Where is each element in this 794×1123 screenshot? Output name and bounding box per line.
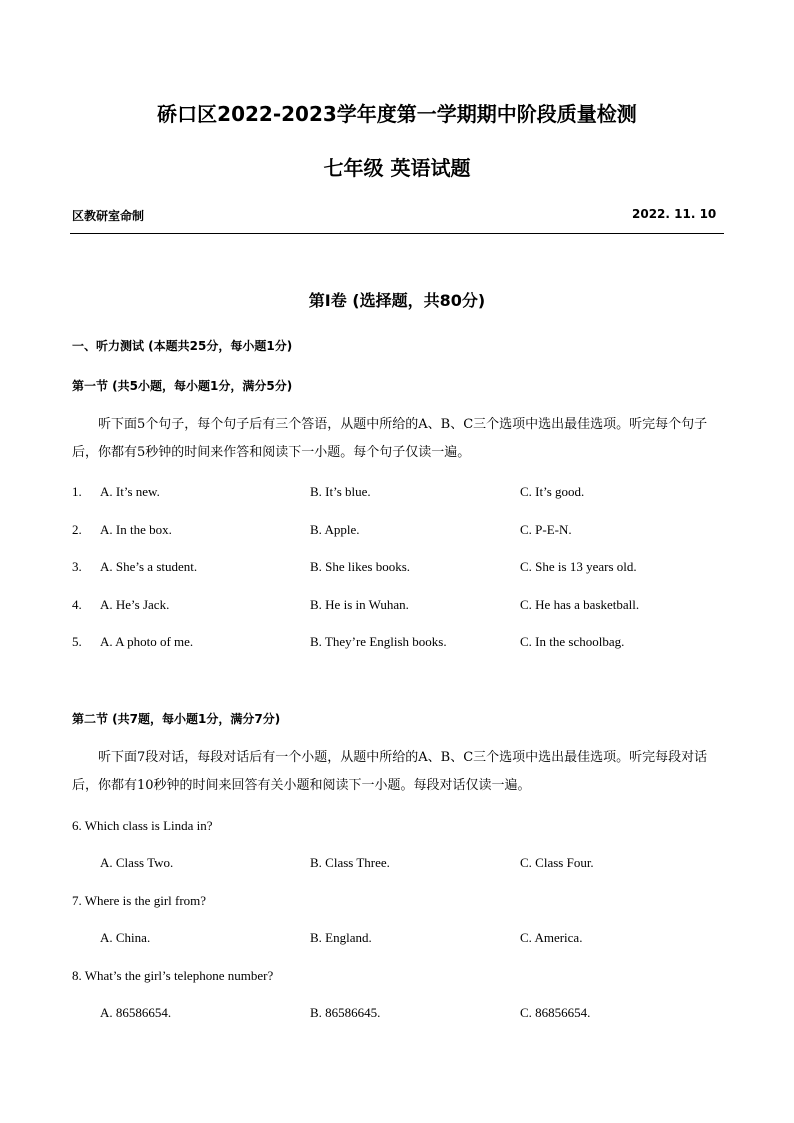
section2-heading: 第二节 (共7题，每小题1分，满分7分)	[72, 712, 281, 726]
option-c: C. America.	[520, 930, 583, 945]
question-number: 1.	[72, 484, 82, 499]
exam-title: 硚口区2022-2023学年度第一学期期中阶段质量检测	[157, 102, 637, 126]
section1-instruction: 听下面5个句子，每个句子后有三个答语，从题中所给的A、B、C三个选项中选出最佳选项。听完每个句子后，你都有5秒钟的时间来作答和阅读下一小题。每个句子仅读一遍。	[72, 417, 708, 460]
question-text: 7. Where is the girl from?	[72, 893, 207, 908]
section2-instruction: 听下面7段对话，每段对话后有一个小题，从题中所给的A、B、C三个选项中选出最佳选项。听完每段对话后，你都有10秒钟的时间来回答有关小题和阅读下一小题。每段对话仅读一遍。	[72, 750, 708, 793]
option-a: A. In the box.	[100, 522, 172, 537]
option-c: C. Class Four.	[520, 855, 594, 870]
option-b: B. 86586645.	[310, 1005, 381, 1020]
header-divider	[70, 233, 724, 234]
question-number: 5.	[72, 634, 82, 649]
option-b: B. He is in Wuhan.	[310, 597, 409, 612]
option-b: B. Apple.	[310, 522, 360, 537]
option-a: A. A photo of me.	[100, 634, 194, 649]
option-a: A. China.	[100, 930, 151, 945]
option-b: B. England.	[310, 930, 372, 945]
option-a: A. It’s new.	[100, 484, 160, 499]
volume-title: 第Ⅰ卷 (选择题，共80分)	[308, 291, 486, 310]
question-number: 2.	[72, 522, 82, 537]
option-a: A. She’s a student.	[100, 559, 198, 574]
option-b: B. They’re English books.	[310, 634, 447, 649]
option-c: C. It’s good.	[520, 484, 585, 499]
exam-author: 区教研室命制	[72, 209, 145, 223]
option-b: B. She likes books.	[310, 559, 411, 574]
option-c: C. He has a basketball.	[520, 597, 640, 612]
option-a: A. 86586654.	[100, 1005, 172, 1020]
option-c: C. P-E-N.	[520, 522, 572, 537]
question-text: 8. What’s the girl’s telephone number?	[72, 968, 274, 983]
part1-heading: 一、听力测试 (本题共25分，每小题1分)	[72, 339, 293, 353]
question-number: 4.	[72, 597, 82, 612]
option-c: C. In the schoolbag.	[520, 634, 625, 649]
option-c: C. 86856654.	[520, 1005, 591, 1020]
question-text: 6. Which class is Linda in?	[72, 818, 213, 833]
option-b: B. It’s blue.	[310, 484, 371, 499]
option-c: C. She is 13 years old.	[520, 559, 637, 574]
option-b: B. Class Three.	[310, 855, 390, 870]
question-number: 3.	[72, 559, 82, 574]
option-a: A. Class Two.	[100, 855, 174, 870]
section1-heading: 第一节 (共5小题，每小题1分，满分5分)	[72, 379, 293, 393]
option-a: A. He’s Jack.	[100, 597, 170, 612]
exam-subtitle: 七年级 英语试题	[323, 156, 471, 180]
exam-date: 2022. 11. 10	[632, 207, 717, 221]
